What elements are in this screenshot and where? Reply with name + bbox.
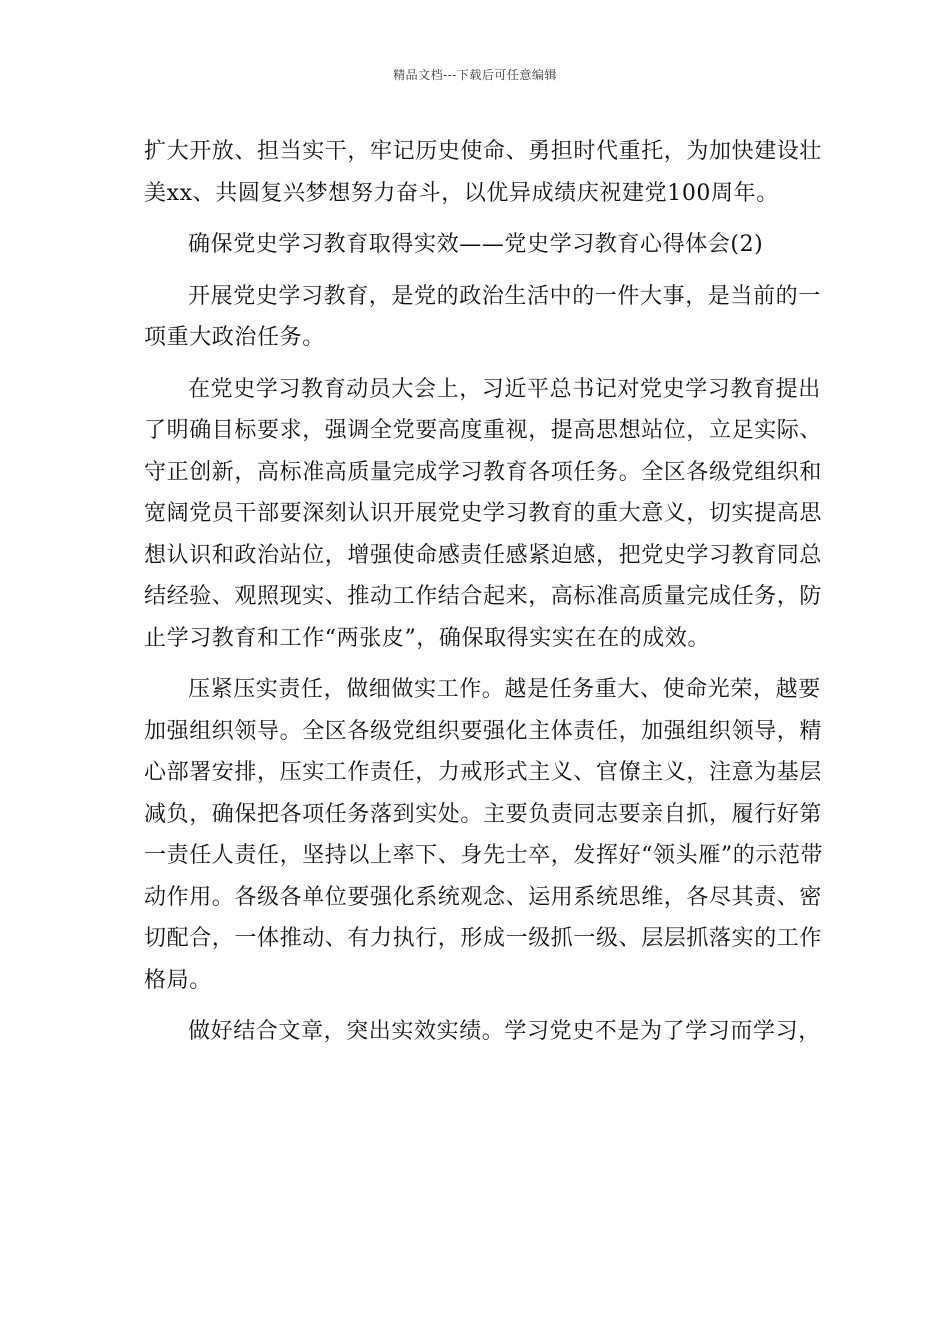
paragraph-intro: 开展党史学习教育，是党的政治生活中的一件大事，是当前的一项重大政治任务。 [144,283,821,350]
document-body [144,131,824,1053]
paragraph-results: 做好结合文章，突出实效实绩。学习党史不是为了学习而学习， [188,1019,821,1044]
section-title: 确保党史学习教育取得实效——党史学习教育心得体会(2) [188,232,764,257]
paragraph-continuation: 扩大开放、担当实干，牢记历史使命、勇担时代重托，为加快建设壮美xx、共圆复兴梦想努力奋斗，以优异成绩庆祝建党100周年。 [144,139,823,206]
paragraph-responsibility: 压紧压实责任，做细做实工作。越是任务重大、使命光荣，越要加强组织领导。全区各级党组织要强化主体责任，加强组织领导，精心部署安排，压实工作责任，力戒形式主义、官僚主义，注意为基层减负，确保把各项任务落到实处。主要负责同志要亲自抓，履行好第一责任人责任，坚持以上率下、身先士卒，发挥好“领头雁”的示范带动作用。各级各单位要强化系统观念、运用系统思维，各尽其责、密切配合，一体推动、有力执行，形成一级抓一级、层层抓落实的工作格局。 [144,677,824,993]
page-header: 精品文档---下载后可任意编辑 [393,68,557,82]
paragraph-mobilization: 在党史学习教育动员大会上，习近平总书记对党史学习教育提出了明确目标要求，强调全党要高度重视，提高思想站位，立足实际、守正创新，高标准高质量完成学习教育各项任务。全区各级党组织和宽阔党员干部要深刻认识开展党史学习教育的重大意义，切实提高思想认识和政治站位，增强使命感责任感紧迫感，把党史学习教育同总结经验、观照现实、推动工作结合起来，高标准高质量完成任务，防止学习教育和工作“两张皮”，确保取得实实在在的成效。 [144,376,823,651]
